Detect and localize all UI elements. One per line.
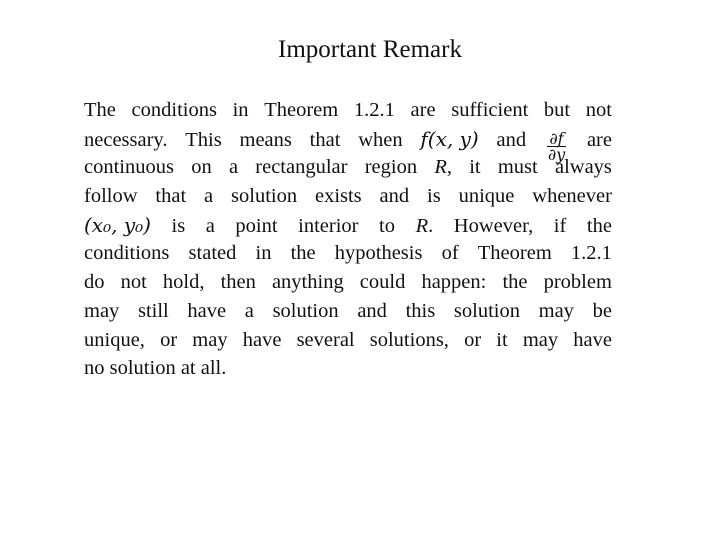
word: have	[573, 328, 612, 351]
word: stated	[188, 242, 237, 265]
word: The	[84, 99, 116, 121]
word: a	[228, 156, 239, 179]
word: may	[84, 299, 120, 322]
word: anything	[271, 271, 344, 294]
word: conditions	[131, 99, 217, 121]
word: but	[543, 99, 571, 121]
word: Theorem	[477, 242, 552, 265]
function-fxy: f(x, y)	[420, 126, 479, 151]
word: not	[585, 99, 612, 121]
word: then	[220, 271, 256, 294]
word: the	[290, 242, 316, 265]
word: exists	[314, 185, 362, 208]
paragraph-line	[84, 297, 612, 326]
word: in	[255, 242, 272, 265]
word: that	[309, 128, 341, 151]
word: or	[464, 328, 482, 351]
word: is	[171, 214, 186, 237]
word: several	[296, 328, 355, 351]
word: if	[553, 214, 567, 237]
paragraph-line	[84, 326, 612, 355]
word: do	[84, 271, 105, 294]
word: is	[427, 185, 441, 208]
word: and	[379, 185, 410, 208]
word: and	[357, 299, 387, 322]
word: on	[191, 156, 212, 179]
word: solution	[272, 299, 339, 322]
word: or	[160, 328, 178, 351]
word: in	[232, 99, 249, 121]
word: the	[586, 214, 612, 237]
word: Theorem	[264, 99, 339, 121]
word: unique	[458, 185, 515, 208]
word: interior	[298, 214, 359, 237]
word: may	[192, 328, 228, 351]
word: of	[441, 242, 459, 265]
word: continuous	[84, 156, 174, 179]
word: and	[496, 128, 527, 151]
word: 1.2.1	[353, 99, 395, 121]
word: not	[120, 271, 147, 294]
word: hypothesis	[334, 242, 423, 265]
word: happen:	[421, 271, 487, 294]
word: it	[496, 328, 508, 351]
paragraph-line	[84, 354, 612, 383]
word: must	[497, 156, 538, 179]
word: means	[239, 128, 292, 151]
word: be	[592, 299, 612, 322]
word: conditions	[84, 242, 170, 265]
word: rectangular	[255, 156, 348, 179]
word: the	[502, 271, 528, 294]
word: are	[586, 128, 612, 151]
slide-title: Important Remark	[278, 36, 462, 63]
word: have	[187, 299, 227, 322]
paragraph-line	[84, 268, 612, 297]
word: solutions,	[369, 328, 449, 351]
word: may	[538, 299, 574, 322]
word: may	[522, 328, 559, 351]
word: a	[244, 299, 254, 322]
paragraph-line	[84, 239, 612, 268]
word: to	[379, 214, 395, 237]
word: always	[554, 156, 612, 179]
word: unique,	[84, 328, 145, 351]
word: this	[405, 299, 436, 322]
paragraph-line	[84, 125, 612, 164]
word: follow	[84, 185, 138, 208]
word: problem	[543, 271, 612, 294]
word: necessary.	[84, 128, 168, 151]
word: no solution at all.	[84, 357, 227, 380]
word: point	[235, 214, 278, 237]
word: 1.2.1	[570, 242, 612, 265]
word: region	[364, 156, 418, 179]
word: sufficient	[451, 99, 529, 121]
partial-derivative-fraction: $\frac{\partial f}{\partial y}$	[547, 128, 566, 164]
word: are	[410, 99, 436, 121]
word: a	[205, 214, 215, 237]
word: solution	[231, 185, 298, 208]
region-symbol: R,	[434, 156, 452, 179]
initial-point: (x₀, y₀)	[84, 212, 151, 237]
word: a	[204, 185, 214, 208]
word: that	[155, 185, 187, 208]
word: still	[137, 299, 169, 322]
paragraph-line	[84, 182, 612, 211]
word: solution	[453, 299, 520, 322]
word: hold,	[162, 271, 205, 294]
word: whenever	[532, 185, 612, 208]
word: However,	[453, 214, 534, 237]
word: have	[242, 328, 282, 351]
word: it	[469, 156, 481, 179]
paragraph-line	[84, 153, 612, 182]
word: This	[185, 128, 222, 151]
paragraph-line	[84, 211, 612, 240]
paragraph-line	[84, 96, 612, 125]
word: when	[358, 128, 403, 151]
region-symbol: R.	[415, 214, 434, 237]
word: could	[359, 271, 406, 294]
remark-body	[84, 96, 612, 383]
